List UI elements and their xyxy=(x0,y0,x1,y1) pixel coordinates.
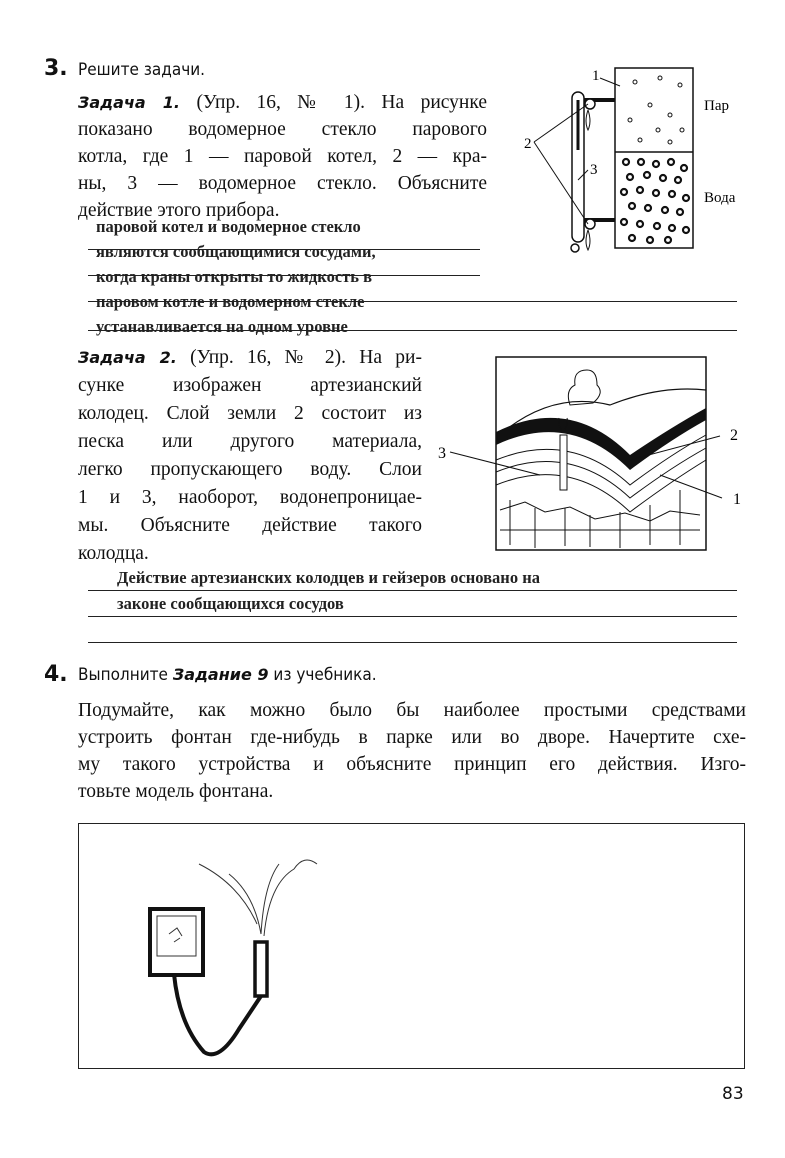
text-line: песка или другого материала, xyxy=(78,431,422,452)
answer-line: законе сообщающихся сосудов xyxy=(117,594,344,613)
artesian-well-figure xyxy=(430,350,760,555)
label-1: 1 xyxy=(592,68,600,84)
text-line: котла, где 1 — паровой котел, 2 — кра- xyxy=(78,146,487,167)
section-3-title: Решите задачи. xyxy=(78,60,206,80)
text-line: Подумайте, как можно было бы наиболее простыми средствами xyxy=(78,700,746,721)
title-prefix: Выполните xyxy=(78,665,168,685)
text-line: товьте модель фонтана. xyxy=(78,781,274,802)
answer-line: устанавливается на одном уровне xyxy=(96,317,348,336)
label-3: 3 xyxy=(590,162,598,178)
answer-line: паровой котел и водомерное стекло xyxy=(96,217,361,236)
text-line: му такого устройства и объясните принцип его действия. Изго- xyxy=(78,754,746,775)
label-2: 2 xyxy=(730,427,738,444)
task-1-text xyxy=(78,90,487,224)
label-3: 3 xyxy=(438,445,446,462)
label-1: 1 xyxy=(733,491,741,508)
answer-rule xyxy=(88,642,737,643)
section-4-text xyxy=(78,697,746,805)
text-line: ны, 3 — водомерное стекло. Объясните xyxy=(78,173,487,194)
label-steam: Пар xyxy=(704,98,729,114)
text-line: 1 и 3, наоборот, водонепроницае- xyxy=(78,487,422,508)
label-water: Вода xyxy=(704,190,736,206)
answer-line: являются сообщающимися сосудами, xyxy=(96,242,376,261)
answer-line: паровом котле и водомерном стекле xyxy=(96,292,365,311)
answer-line: Действие артезианских колодцев и гейзеров основано на xyxy=(117,568,540,587)
answer-rule xyxy=(88,590,737,591)
section-3-number: 3. xyxy=(44,56,68,81)
text-line: показано водомерное стекло парового xyxy=(78,119,487,140)
water-gauge-figure xyxy=(520,60,750,260)
title-emphasis: Задание 9 xyxy=(172,665,269,684)
drawing-area xyxy=(78,823,745,1069)
task-2-text xyxy=(78,344,422,568)
answer-rule xyxy=(88,616,737,617)
label-2: 2 xyxy=(524,136,532,152)
text-line: действие этого прибора. xyxy=(78,200,280,221)
fountain-sketch xyxy=(79,824,744,1068)
text-line: колодца. xyxy=(78,543,149,564)
task-2-label: Задача 2. xyxy=(78,348,177,367)
task-1-label: Задача 1. xyxy=(78,93,180,112)
title-suffix: из учебника. xyxy=(273,665,377,685)
text-line: легко пропускающего воду. Слои xyxy=(78,459,422,480)
text-line: мы. Объясните действие такого xyxy=(78,515,422,536)
answer-line: когда краны открыты то жидкость в xyxy=(96,267,373,286)
text-line: (Упр. 16, № 2). На ри- xyxy=(190,347,422,368)
page-number: 83 xyxy=(722,1084,744,1104)
text-line: сунке изображен артезианский xyxy=(78,375,422,396)
text-line: колодец. Слой земли 2 состоит из xyxy=(78,403,422,424)
section-4-number: 4. xyxy=(44,662,68,687)
text-line: (Упр. 16, № 1). На рисунке xyxy=(196,92,488,113)
section-4-title xyxy=(78,665,377,685)
text-line: устроить фонтан где-нибудь в парке или во дворе. Начертите схе- xyxy=(78,727,746,748)
